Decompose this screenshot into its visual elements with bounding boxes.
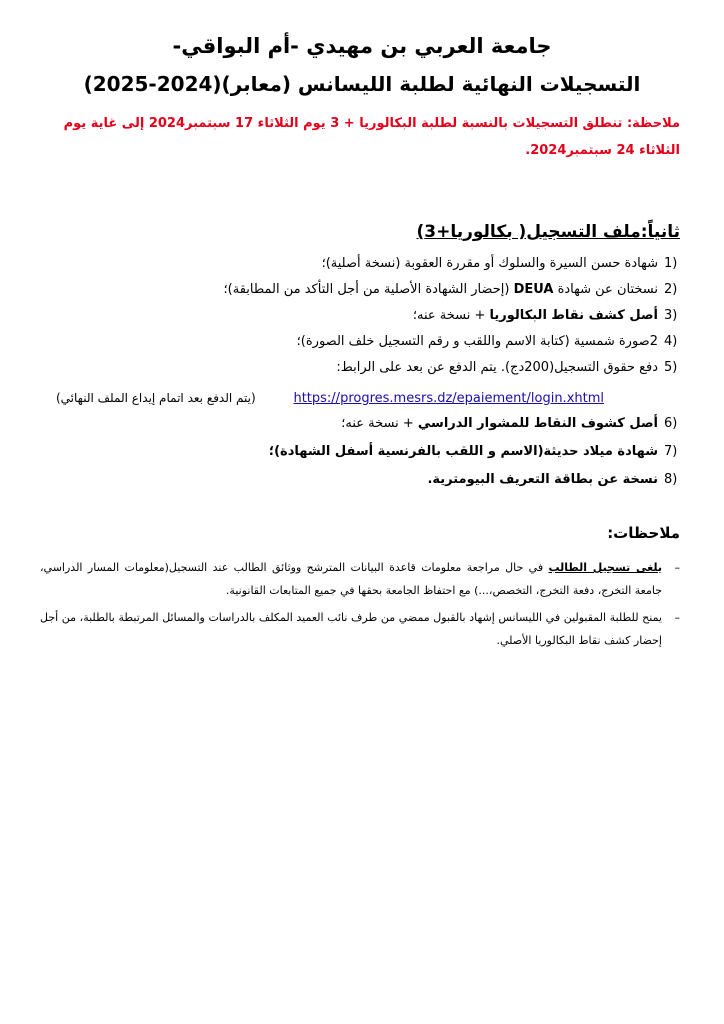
item-text-bold: نسخة عن بطاقة التعريف البيومترية.	[427, 472, 658, 487]
section-title: ثانياً:ملف التسجيل( بكالوريا+3)	[416, 222, 680, 242]
item-text-bold: شهادة ميلاد حديثة(الاسم و اللقب بالفرنسية أسفل الشهادة)؛	[268, 444, 658, 459]
item-number: 7)	[664, 444, 678, 459]
item-text-bold: أصل كشوف النقاط للمشوار الدراسي	[417, 416, 658, 431]
item-text: شهادة حسن السيرة والسلوك أو مقررة العقوبة (نسخة أصلية)؛	[321, 256, 658, 271]
item-text: دفع حقوق التسجيل(200دج). يتم الدفع عن بعد على الرابط:	[336, 360, 658, 375]
payment-note: (يتم الدفع بعد اتمام إيداع الملف النهائي)	[56, 391, 256, 405]
item-number: 4)	[664, 334, 678, 349]
item-text: 2صورة شمسية (كتابة الاسم واللقب و رقم التسجيل خلف الصورة)؛	[296, 334, 658, 349]
list-item	[44, 413, 684, 441]
university-title: جامعة العربي بن مهيدي -أم البواقي-	[172, 34, 552, 58]
item-text-bold: DEUA	[513, 282, 554, 297]
item-text: + نسخة عنه؛	[412, 308, 490, 323]
remark-text: يمنح للطلبة المقبولين في الليسانس إشهاد بالقبول ممضي من طرف نائب العميد المكلف بالدراسات والمسائل المرتبطة بالطلبة، من أجل إحضار كشف نقاط البكالوريا الأصلي.	[40, 611, 662, 647]
required-documents-list-continued	[44, 413, 684, 497]
list-item	[44, 332, 684, 358]
remarks-list	[40, 556, 680, 656]
item-number: 5)	[664, 360, 678, 375]
remark-item	[40, 556, 680, 602]
item-number: 6)	[664, 416, 678, 431]
payment-link[interactable]: https://progres.mesrs.dz/epaiement/login.xhtml	[293, 391, 604, 406]
list-item	[44, 358, 684, 384]
item-text-bold: أصل كشف نقاط البكالوريا	[489, 308, 658, 323]
remark-item	[40, 606, 680, 652]
remark-text: في حال مراجعة معلومات قاعدة البيانات المترشح ووثائق الطالب عند التسجيل(معلومات المسار الدراسي، جامعة التخرج، دفعة التخرج، التخصص،...) مع احتفاظ الجامعة بحقها في جميع المتابعات القانونية.	[40, 561, 662, 597]
item-text: (إحضار الشهادة الأصلية من أجل التأكد من المطابقة)؛	[223, 282, 514, 297]
dash-bullet: –	[674, 561, 680, 574]
item-text: + نسخة عنه؛	[341, 416, 418, 431]
list-item	[44, 280, 684, 306]
item-number: 2)	[664, 282, 678, 297]
remark-lead: يلغى تسجيل الطالب	[548, 561, 662, 574]
remarks-title: ملاحظات:	[607, 524, 680, 542]
dash-bullet: –	[674, 611, 680, 624]
list-item	[44, 306, 684, 332]
item-number: 1)	[664, 256, 678, 271]
list-item	[44, 469, 684, 497]
registration-title: التسجيلات النهائية لطلبة الليسانس (معابر)(2024-2025)	[83, 72, 641, 96]
registration-note: ملاحظة: تنطلق التسجيلات بالنسبة لطلبة البكالوريا + 3 يوم الثلاثاء 17 سبتمبر2024 إلى غاية يوم الثلاثاء 24 سبتمبر2024.	[63, 116, 680, 158]
item-number: 3)	[664, 308, 678, 323]
required-documents-list	[44, 254, 684, 384]
list-item	[44, 254, 684, 280]
item-text: نسختان عن شهادة	[553, 282, 658, 297]
item-number: 8)	[664, 472, 678, 487]
list-item	[44, 441, 684, 469]
